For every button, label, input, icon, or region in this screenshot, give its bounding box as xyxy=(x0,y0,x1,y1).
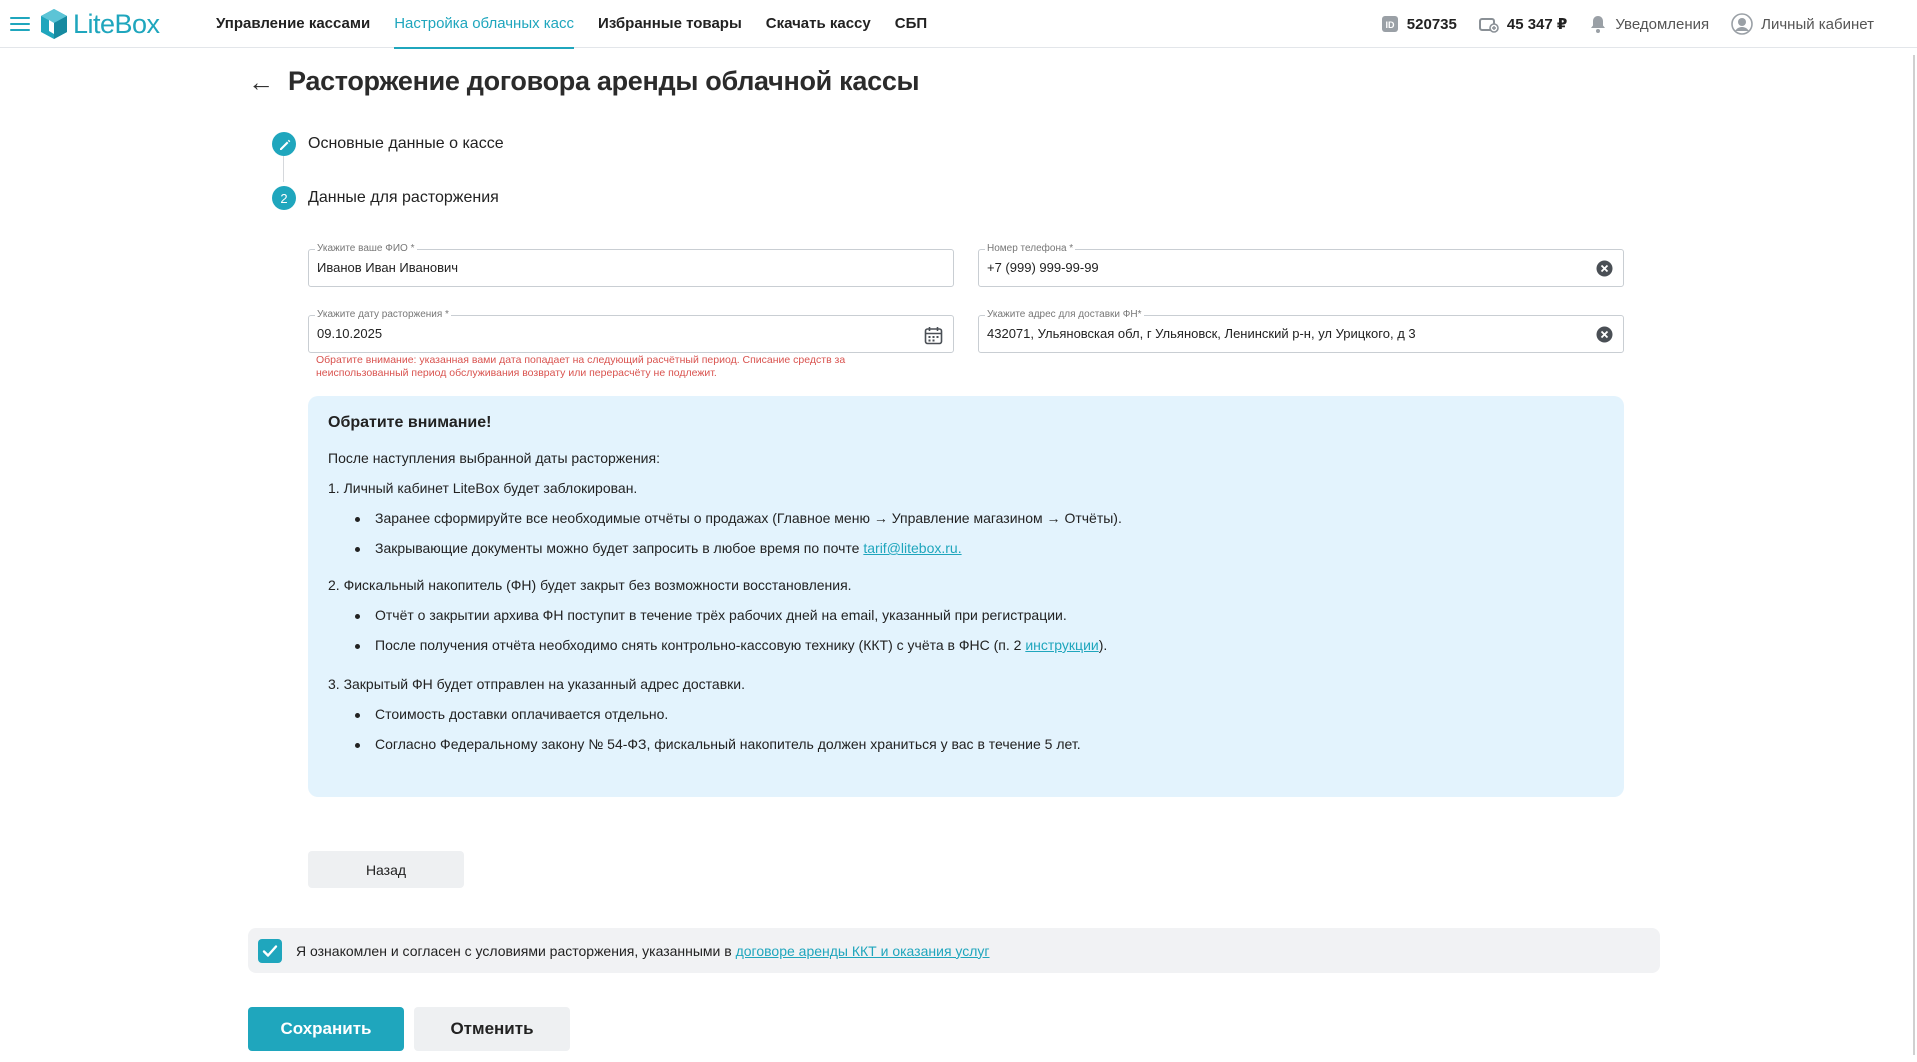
notice-item-1-bullet-2-text: Закрывающие документы можно будет запросить в любое время по почте xyxy=(375,540,864,556)
step-connector xyxy=(283,156,284,182)
agreement-label: Я ознакомлен и согласен с условиями расторжения, указанными в xyxy=(296,942,736,959)
notice-item-2-bullet-2 xyxy=(375,637,1107,653)
address-value[interactable]: 432071, Ульяновская обл, г Ульяновск, Ленинский р-н, ул Урицкого, д 3 xyxy=(987,326,1416,341)
calendar-icon[interactable] xyxy=(924,326,943,345)
clear-phone-icon[interactable] xyxy=(1596,260,1613,277)
phone-value[interactable]: +7 (999) 999-99-99 xyxy=(987,260,1099,275)
cancel-button[interactable]: Отменить xyxy=(414,1007,570,1051)
header-right xyxy=(1359,0,1874,48)
notice-item-2-bullet-1: Отчёт о закрытии архива ФН поступит в течение трёх рабочих дней на email, указанный при регистрации. xyxy=(375,607,1067,623)
step-2[interactable] xyxy=(272,186,499,210)
notice-item-1-bullet-2 xyxy=(375,540,962,556)
notifications[interactable] xyxy=(1589,14,1709,34)
check-icon xyxy=(262,944,278,958)
step-1-label: Основные данные о кассе xyxy=(308,135,504,152)
notice-item-3-bullet-2: Согласно Федеральному закону № 54-ФЗ, фискальный накопитель должен храниться у вас в течение 5 лет. xyxy=(375,736,1081,752)
save-button[interactable]: Сохранить xyxy=(248,1007,404,1051)
step-2-label: Данные для расторжения xyxy=(308,189,499,206)
scrollbar[interactable] xyxy=(1913,55,1915,1055)
top-bar xyxy=(0,0,1917,48)
date-warning xyxy=(316,354,956,380)
back-button[interactable]: Назад xyxy=(308,851,464,888)
notice-item-2-bullet-2-text: После получения отчёта необходимо снять контрольно-кассовую технику (ККТ) с учёта в ФНС (п. 2 xyxy=(375,637,1026,653)
account-id xyxy=(1381,15,1457,33)
step-1[interactable] xyxy=(272,132,504,156)
cabinet-label: Личный кабинет xyxy=(1761,15,1874,33)
bullet-icon xyxy=(355,614,360,619)
fio-label: Укажите ваше ФИО * xyxy=(317,243,415,254)
date-warning-line-1: Обратите внимание: указанная вами дата попадает на следующий расчётный период. Списание средств за xyxy=(316,354,846,366)
date-field[interactable] xyxy=(308,309,954,353)
page-header xyxy=(248,66,919,97)
nav-cloud-registers[interactable]: Настройка облачных касс xyxy=(394,0,574,48)
wallet-icon xyxy=(1479,15,1499,33)
nav-cash-registers[interactable]: Управление кассами xyxy=(216,15,371,32)
date-warning-line-2: неиспользованный период обслуживания возврату или перерасчёту не подлежит. xyxy=(316,367,717,379)
litebox-logo[interactable] xyxy=(40,8,160,40)
bullet-icon xyxy=(355,713,360,718)
bullet-icon xyxy=(355,743,360,748)
bullet-icon xyxy=(355,547,360,552)
notice-box xyxy=(308,396,1624,797)
notice-item-1-bullet-1: Заранее сформируйте все необходимые отчёты о продажах (Главное меню → Управление магазином → Отчёты). xyxy=(375,510,1122,526)
agreement-row xyxy=(248,928,1660,973)
bullet-icon xyxy=(355,517,360,522)
balance-value: 45 347 ₽ xyxy=(1506,16,1568,33)
main-nav xyxy=(216,0,951,48)
notice-item-2: 2. Фискальный накопитель (ФН) будет закрыт без возможности восстановления. xyxy=(328,577,852,593)
contract-link[interactable]: договоре аренды ККТ и оказания услуг xyxy=(735,942,990,959)
fio-field[interactable] xyxy=(308,243,954,287)
phone-field[interactable] xyxy=(978,243,1624,287)
pencil-icon xyxy=(272,132,296,156)
phone-label: Номер телефона * xyxy=(987,243,1074,254)
menu-icon[interactable] xyxy=(10,17,30,31)
address-field[interactable] xyxy=(978,309,1624,353)
balance[interactable] xyxy=(1479,15,1567,33)
bullet-icon xyxy=(355,644,360,649)
instructions-link[interactable]: инструкции xyxy=(1025,637,1099,653)
step-2-number: 2 xyxy=(272,186,296,210)
nav-download[interactable]: Скачать кассу xyxy=(765,15,871,32)
back-arrow-icon[interactable]: ← xyxy=(248,66,274,97)
notice-title: Обратите внимание! xyxy=(328,414,492,431)
nav-favorites[interactable]: Избранные товары xyxy=(598,15,742,32)
clear-address-icon[interactable] xyxy=(1596,326,1613,343)
agreement-text xyxy=(296,943,990,959)
date-value[interactable]: 09.10.2025 xyxy=(317,326,383,341)
agreement-checkbox[interactable] xyxy=(258,939,282,963)
notice-item-2-bullet-2-end: ). xyxy=(1098,637,1108,653)
address-label: Укажите адрес для доставки ФН* xyxy=(987,309,1142,320)
notifications-label: Уведомления xyxy=(1615,15,1710,33)
email-link[interactable]: tarif@litebox.ru. xyxy=(863,540,962,556)
notice-item-3: 3. Закрытый ФН будет отправлен на указанный адрес доставки. xyxy=(328,676,745,692)
account-id-value: 520735 xyxy=(1406,15,1457,33)
page-title: Расторжение договора аренды облачной кассы xyxy=(288,66,920,96)
bell-icon xyxy=(1589,14,1607,34)
logo-text: LiteBox xyxy=(73,8,160,39)
notice-intro: После наступления выбранной даты расторжения: xyxy=(328,450,660,466)
id-icon xyxy=(1381,15,1399,33)
notice-item-3-bullet-1: Стоимость доставки оплачивается отдельно. xyxy=(375,706,669,722)
personal-cabinet[interactable] xyxy=(1731,13,1874,35)
fio-value[interactable]: Иванов Иван Иванович xyxy=(317,260,459,275)
notice-item-1: 1. Личный кабинет LiteBox будет заблокирован. xyxy=(328,480,638,496)
user-icon xyxy=(1731,13,1753,35)
date-label: Укажите дату расторжения * xyxy=(317,309,449,320)
nav-sbp[interactable]: СБП xyxy=(894,15,928,32)
litebox-logo-icon xyxy=(40,8,68,40)
svg-text:ID: ID xyxy=(1385,20,1395,30)
